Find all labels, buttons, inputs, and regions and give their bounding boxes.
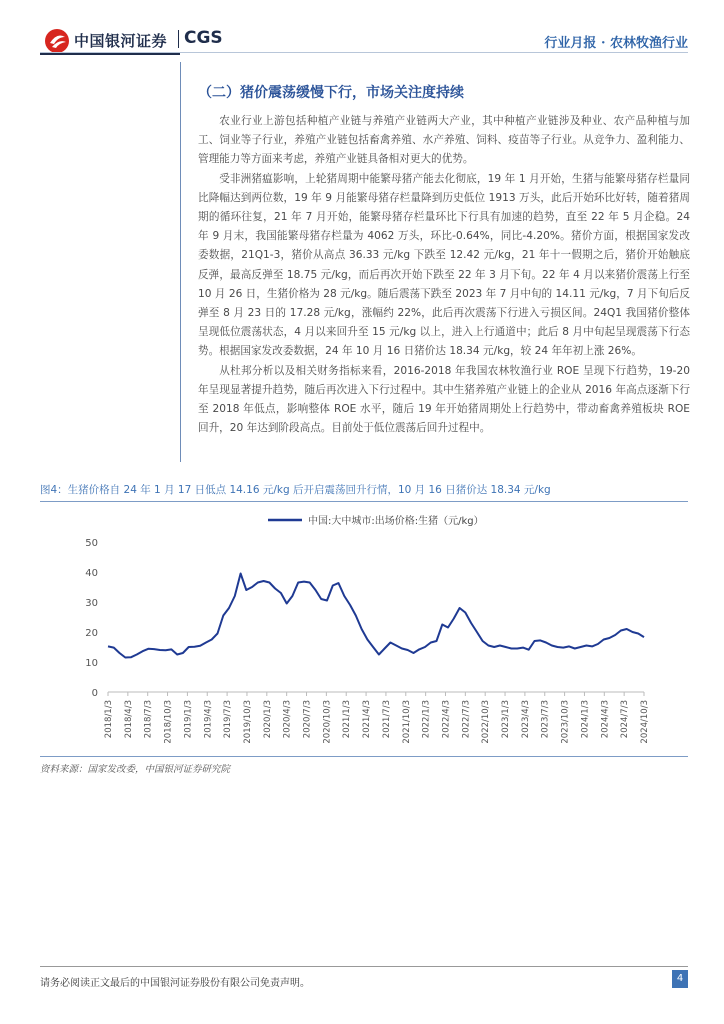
x-tick-label: 2021/1/3 <box>342 700 353 739</box>
x-tick-label: 2018/7/3 <box>143 700 154 739</box>
logo-text-en: CGS <box>184 28 223 48</box>
cgs-logo-icon <box>44 28 70 54</box>
footer-divider <box>40 966 688 967</box>
figure-source: 资料来源：国家发改委，中国银河证券研究院 <box>40 756 688 775</box>
x-tick-label: 2020/4/3 <box>282 700 293 739</box>
hog-price-line-chart <box>40 502 688 750</box>
x-tick-label: 2022/7/3 <box>461 700 472 739</box>
logo-divider <box>178 30 179 48</box>
x-tick-label: 2021/10/3 <box>401 700 412 744</box>
body-text <box>198 112 690 438</box>
x-tick-label: 2020/10/3 <box>322 700 333 744</box>
x-tick-label: 2019/4/3 <box>203 700 214 739</box>
x-tick-label: 2018/4/3 <box>123 700 134 739</box>
x-tick-label: 2021/7/3 <box>381 700 392 739</box>
x-tick-label: 2022/10/3 <box>481 700 492 744</box>
x-tick-label: 2023/7/3 <box>540 700 551 739</box>
x-tick-label: 2020/1/3 <box>262 700 273 739</box>
y-tick-label: 50 <box>85 538 98 549</box>
x-tick-label: 2024/4/3 <box>600 700 611 739</box>
disclaimer: 请务必阅读正文最后的中国银河证券股份有限公司免责声明。 <box>40 978 310 989</box>
paragraph: 从杜邦分析以及相关财务指标来看，2016-2018 年我国农林牧渔行业 ROE 呈现下行趋势，19-20 年呈现显著提升趋势，随后再次进入下行过程中。其中生猪养殖产业链上的企业从 2016 年高点逐渐下行至 2018 年低点，影响整体 ROE 水平，随后 19 年开始猪周期处上行趋势中，带动畜禽养殖板块 ROE 回升，20 年达到阶段高点。目前处于低位震荡后回升过程中。 <box>198 364 690 435</box>
series-line-hog-price <box>108 574 644 658</box>
x-tick-label: 2022/4/3 <box>441 700 452 739</box>
logo-text-cn: 中国银河证券 <box>74 32 168 50</box>
paragraph: 农业行业上游包括种植产业链与养殖产业链两大产业，其中种植产业链涉及种业、农产品种植与加工、饲业等子行业，养殖产业链包括畜禽养殖、水产养殖、饲料、疫苗等子行业。从竞争力、盈利能力、管理能力等方面来考虑，养殖产业链具备相对更大的优势。 <box>198 115 690 166</box>
x-tick-label: 2024/1/3 <box>580 700 591 739</box>
section-title: （二）猪价震荡缓慢下行，市场关注度持续 <box>198 85 464 101</box>
y-tick-label: 40 <box>85 568 98 579</box>
figure-title: 图4：生猪价格自 24 年 1 月 17 日低点 14.16 元/kg 后开启震荡回升行情，10 月 16 日猪价达 18.34 元/kg <box>40 482 688 502</box>
x-tick-label: 2019/1/3 <box>183 700 194 739</box>
y-tick-label: 30 <box>85 598 98 609</box>
x-tick-label: 2023/1/3 <box>501 700 512 739</box>
y-tick-label: 20 <box>85 628 98 639</box>
x-tick-label: 2024/10/3 <box>640 700 650 744</box>
y-tick-label: 10 <box>85 658 98 669</box>
x-tick-label: 2019/10/3 <box>242 700 253 744</box>
x-tick-label: 2022/1/3 <box>421 700 432 739</box>
header-divider-accent <box>40 53 180 55</box>
x-tick-label: 2021/4/3 <box>362 700 373 739</box>
x-tick-label: 2018/1/3 <box>104 700 114 739</box>
x-tick-label: 2019/7/3 <box>223 700 234 739</box>
x-tick-label: 2018/10/3 <box>163 700 174 744</box>
page-number: 4 <box>672 970 688 988</box>
page-header <box>0 0 724 80</box>
x-tick-label: 2023/10/3 <box>560 700 571 744</box>
report-type: 行业月报 · 农林牧渔行业 <box>544 36 688 51</box>
sidebar-rule <box>180 62 181 462</box>
y-tick-label: 0 <box>91 688 98 699</box>
x-tick-label: 2023/4/3 <box>520 700 531 739</box>
legend-label: 中国:大中城市:出场价格:生猪（元/kg） <box>308 516 484 527</box>
paragraph: 受非洲猪瘟影响，上轮猪周期中能繁母猪产能去化彻底，19 年 1 月开始，生猪与能繁母猪存栏量同比降幅达到两位数，19 年 9 月能繁母猪存栏量降到历史低位 1913 万头，此后开始环比好转，随着猪周期的循环往复，21 年 7 月开始，能繁母猪存栏量环比下行具有加速的趋势，直至 22 年 5 月企稳。24 年 9 月末，我国能繁母猪存栏量为 4062 万头，环比-0.64%，同比-4.20%。猪价方面，根据国家发改委数据，21Q1-3，猪价从高点 36.33 元/kg 下跌至 12.42 元/kg，21 年十一假期之后，猪价开始触底反弹，最高反弹至 18.75 元/kg，而后再次开始下跌至 22 年 3 月下旬。22 年 4 月以来猪价震荡上行至 10 月 26 日，生猪价格为 28 元/kg。随后震荡下跌至 2023 年 7 月中旬的 14.11 元/kg，7 月下旬后反弹至 8 月 23 日的 17.28 元/kg，涨幅约 22%，此后再次震荡下行进入亏损区间。24Q1 我国猪价整体呈现低位震荡状态，4 月以来回升至 15 元/kg 以上，进入上行通道中；此后 8 月中旬起呈现震荡下行态势。根据国家发改委数据，24 年 10 月 16 日猪价达 18.34 元/kg，较 24 年年初上涨 26%。 <box>198 172 690 358</box>
x-tick-label: 2024/7/3 <box>620 700 631 739</box>
x-tick-label: 2020/7/3 <box>302 700 313 739</box>
